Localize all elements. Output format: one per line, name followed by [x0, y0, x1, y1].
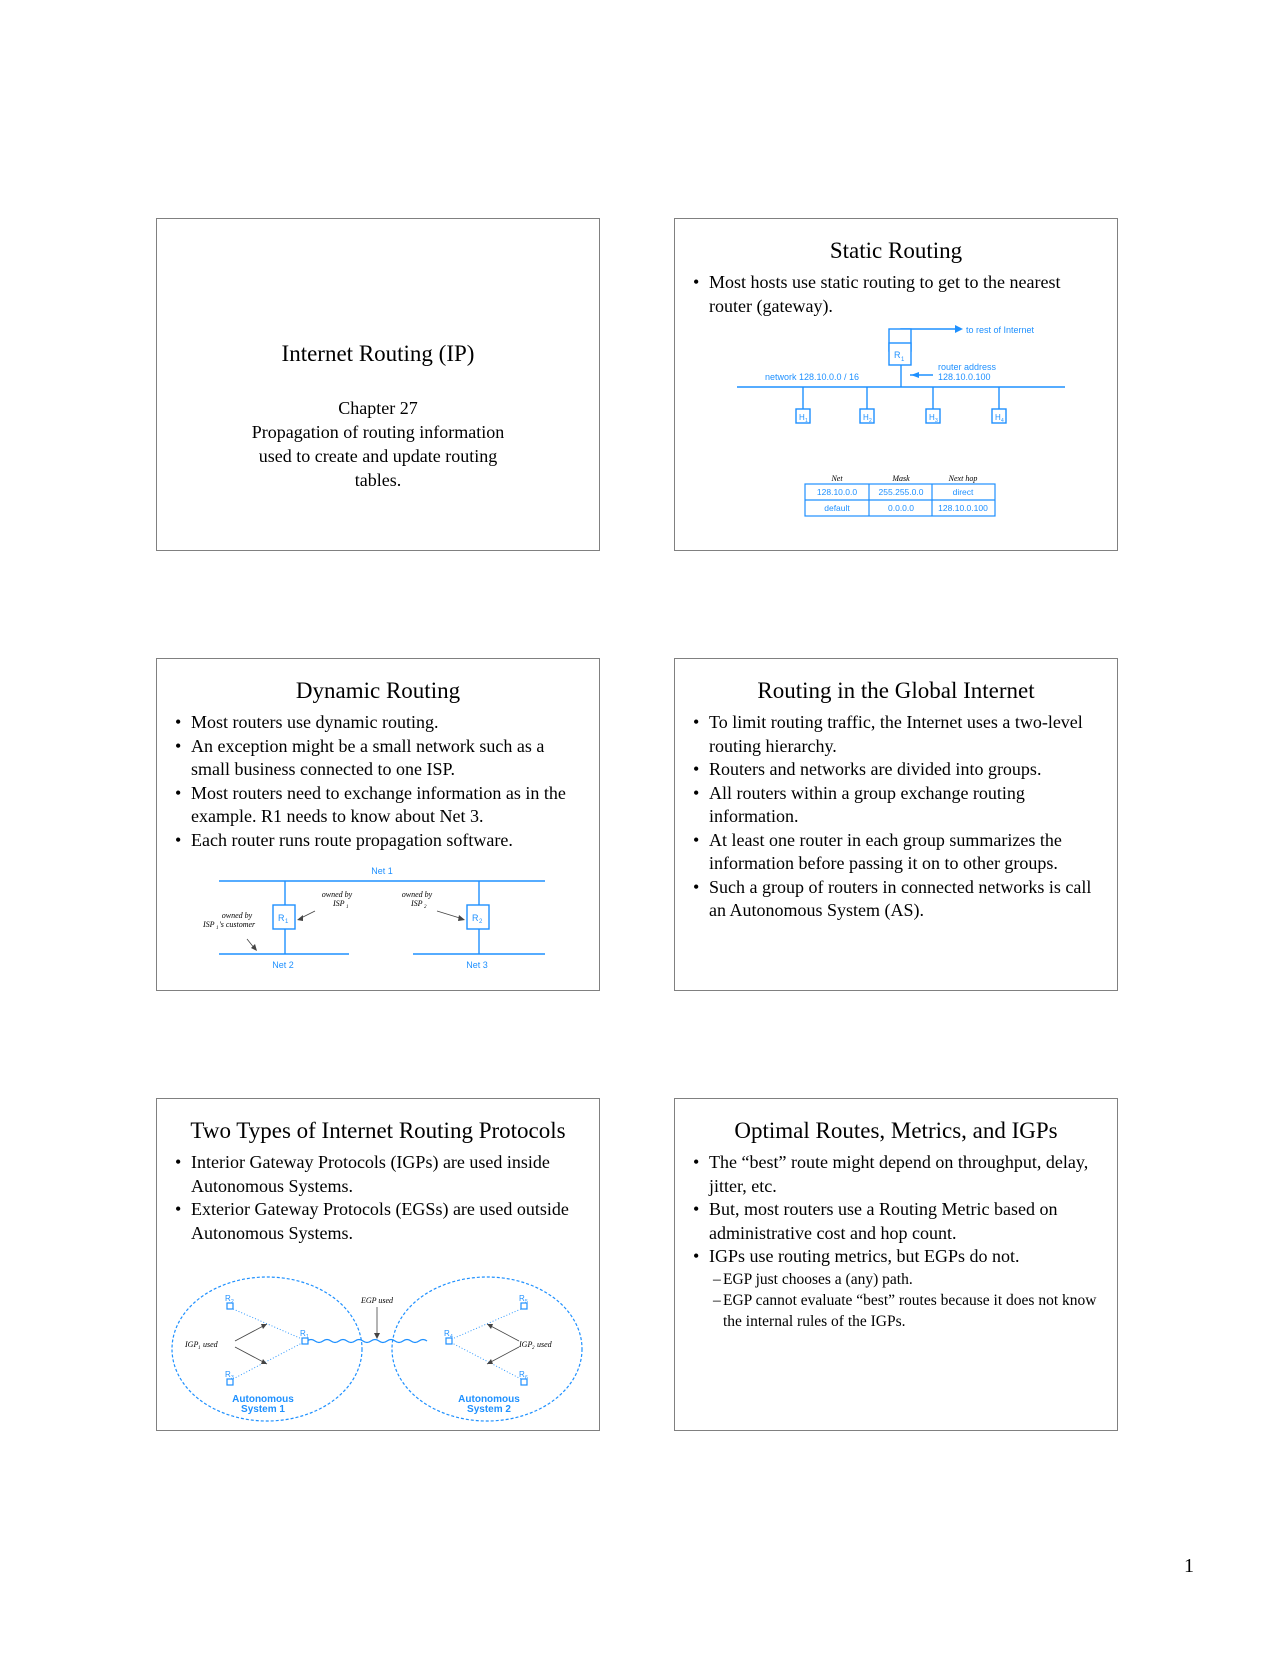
bullet: • An exception might be a small network such as a small business connected to one ISP. — [175, 735, 581, 782]
router-address-value: 128.10.0.100 — [938, 372, 991, 382]
r2-sub: 2 — [479, 919, 483, 925]
slide-3-title: Dynamic Routing — [295, 678, 461, 703]
owned-isp2-label: owned by — [401, 890, 433, 899]
owned-customer-label-3: 's customer — [219, 920, 256, 929]
router-sub: 2 — [231, 1299, 234, 1305]
router-sub: 4 — [450, 1334, 453, 1340]
slide-title — [156, 218, 600, 551]
host-label: H — [929, 413, 935, 422]
bullet: • Routers and networks are divided into groups. — [693, 758, 1099, 782]
slide-1-title: Internet Routing (IP) — [281, 341, 475, 366]
router-sub: 6 — [525, 1375, 528, 1381]
bullet: • But, most routers use a Routing Metric based on administrative cost and hop count. — [693, 1198, 1099, 1245]
as1-label-2: System 1 — [241, 1404, 285, 1415]
sub-bullet: – EGP cannot evaluate “best” routes because it does not know the internal rules of the IGPs. — [713, 1290, 1099, 1332]
bullet: • Each router runs route propagation software. — [175, 829, 581, 853]
table-header: Net — [831, 474, 843, 483]
host-sub: 2 — [869, 418, 872, 424]
static-routing-diagram — [675, 319, 1119, 544]
slide-optimal-routes — [674, 1098, 1118, 1431]
owned-customer-sub: 1 — [216, 926, 219, 931]
table-cell: 255.255.0.0 — [878, 487, 924, 497]
owned-isp1-label-2: ISP — [333, 899, 345, 908]
sub-bullet: – EGP just chooses a (any) path. — [713, 1269, 1099, 1290]
slide-static-routing — [674, 218, 1118, 551]
r2-label: R — [472, 913, 479, 923]
table-cell: direct — [952, 487, 974, 497]
bullet: • Most routers need to exchange information as in the example. R1 needs to know about Net 3. — [175, 782, 581, 829]
table-cell: 128.10.0.100 — [938, 503, 988, 513]
subtitle-line: Propagation of routing information — [251, 422, 505, 442]
bullet: • Most hosts use static routing to get to the nearest router (gateway). — [693, 271, 1099, 318]
r1-label: R — [278, 913, 285, 923]
slide-6-title: Optimal Routes, Metrics, and IGPs — [734, 1118, 1058, 1143]
router-label: R — [519, 1294, 525, 1303]
slide-5-title: Two Types of Internet Routing Protocols — [190, 1118, 566, 1143]
router-sub: 1 — [306, 1334, 309, 1340]
igp2-used: used — [537, 1340, 552, 1349]
host-sub: 1 — [805, 418, 808, 424]
table-header: Next hop — [948, 474, 978, 483]
slide-5-bullets — [157, 1151, 599, 1245]
r1-sub: 1 — [285, 919, 289, 925]
host-sub: 3 — [935, 418, 938, 424]
net3-label: Net 3 — [466, 960, 488, 970]
router-address-label: router address — [938, 362, 997, 372]
bullet: • Such a group of routers in connected networks is call an Autonomous System (AS). — [693, 876, 1099, 923]
autonomous-systems-diagram — [157, 1269, 601, 1429]
host-sub: 4 — [1001, 418, 1004, 424]
slide-1-subtitle — [157, 396, 599, 492]
slide-3-bullets — [157, 711, 599, 852]
bullet: • All routers within a group exchange routing information. — [693, 782, 1099, 829]
as1-label: Autonomous — [232, 1394, 294, 1405]
router-label: R — [300, 1329, 306, 1338]
table-cell: default — [824, 503, 850, 513]
as2-label: Autonomous — [458, 1394, 520, 1405]
owned-isp2-label-2: ISP — [411, 899, 423, 908]
igp1-sub: 1 — [198, 1346, 201, 1351]
router-sub: 3 — [231, 1375, 234, 1381]
slide-2-bullets — [675, 271, 1117, 318]
bullet: • Interior Gateway Protocols (IGPs) are used inside Autonomous Systems. — [175, 1151, 581, 1198]
host-label: H — [995, 413, 1001, 422]
to-rest-label: to rest of Internet — [966, 325, 1035, 335]
owned-isp2-sub: 2 — [424, 905, 427, 910]
net1-label: Net 1 — [371, 866, 393, 876]
slide-4-title: Routing in the Global Internet — [757, 678, 1035, 703]
network-label: network 128.10.0.0 / 16 — [765, 372, 860, 382]
bullet — [693, 1245, 1099, 1332]
owned-isp1-sub: 1 — [346, 905, 349, 910]
subtitle-line: Chapter 27 — [338, 398, 418, 418]
bullet: • To limit routing traffic, the Internet uses a two-level routing hierarchy. — [693, 711, 1099, 758]
owned-customer-label: owned by — [221, 911, 253, 920]
owned-customer-label-2: ISP — [203, 920, 215, 929]
slide-global-internet — [674, 658, 1118, 991]
router-label: R — [519, 1370, 525, 1379]
igp2-label: IGP — [519, 1340, 533, 1349]
slide-4-bullets — [675, 711, 1117, 923]
router-label: R — [225, 1294, 231, 1303]
router-sub: 5 — [525, 1299, 528, 1305]
table-header: Mask — [892, 474, 910, 483]
table-cell: 128.10.0.0 — [816, 487, 858, 497]
igp1-label: IGP — [185, 1340, 199, 1349]
slide-2-title: Static Routing — [829, 238, 963, 263]
egp-used-label: EGP used — [360, 1296, 394, 1305]
slide-routing-protocols — [156, 1098, 600, 1431]
bullet-text: IGPs use routing metrics, but EGPs do not. — [709, 1246, 1020, 1266]
router-sub: 1 — [901, 357, 905, 363]
net2-label: Net 2 — [272, 960, 294, 970]
router-label: R — [894, 350, 901, 360]
subtitle-line: used to create and update routing — [258, 446, 498, 466]
slide-6-bullets — [675, 1151, 1117, 1332]
page-number: 1 — [1184, 1555, 1194, 1577]
igp2-sub: 2 — [532, 1346, 535, 1351]
table-cell: 0.0.0.0 — [888, 503, 914, 513]
host-label: H — [799, 413, 805, 422]
slide-dynamic-routing — [156, 658, 600, 991]
igp1-used: used — [203, 1340, 218, 1349]
subtitle-line: tables. — [354, 470, 402, 490]
bullet: • At least one router in each group summarizes the information before passing it on to other groups. — [693, 829, 1099, 876]
router-label: R — [444, 1329, 450, 1338]
dynamic-routing-diagram — [157, 859, 601, 989]
owned-isp1-label: owned by — [321, 890, 353, 899]
bullet: • Most routers use dynamic routing. — [175, 711, 581, 735]
bullet: • Exterior Gateway Protocols (EGSs) are used outside Autonomous Systems. — [175, 1198, 581, 1245]
bullet: • The “best” route might depend on throughput, delay, jitter, etc. — [693, 1151, 1099, 1198]
sub-bullets — [693, 1269, 1099, 1332]
router-label: R — [225, 1370, 231, 1379]
host-label: H — [863, 413, 869, 422]
as2-label-2: System 2 — [467, 1404, 511, 1415]
